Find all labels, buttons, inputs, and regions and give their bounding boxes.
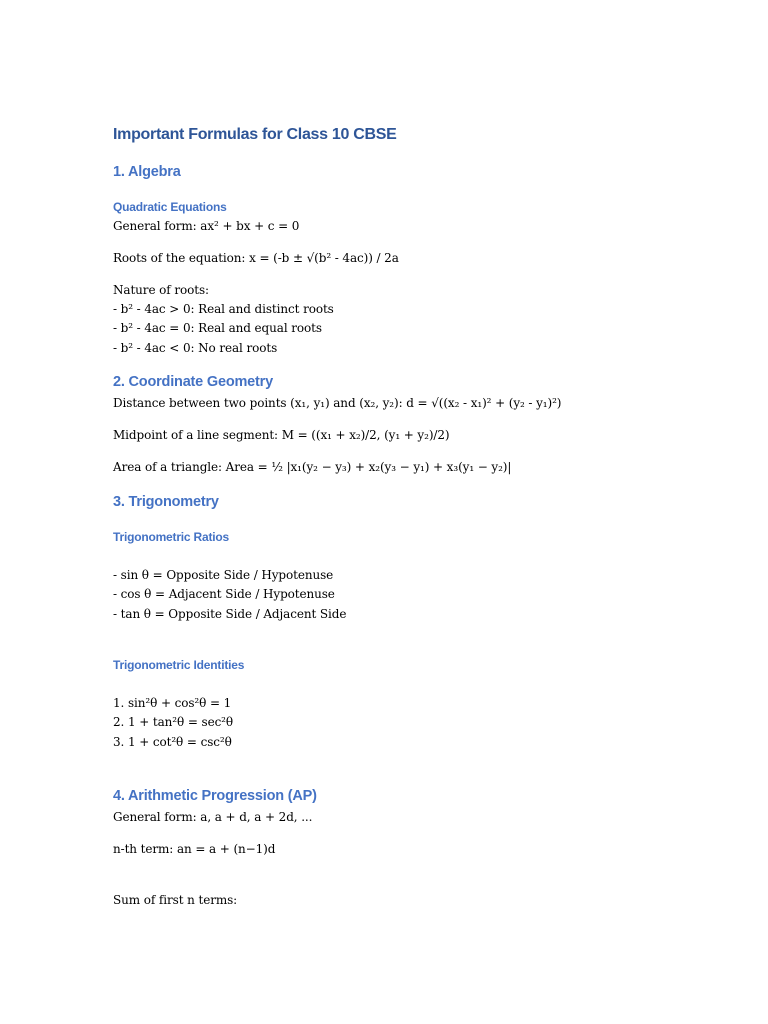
nature-of-roots-item: - b² - 4ac > 0: Real and distinct roots	[113, 302, 334, 316]
trig-identity-item: 3. 1 + cot²θ = csc²θ	[113, 735, 232, 749]
trig-ratio-item: - tan θ = Opposite Side / Adjacent Side	[113, 607, 347, 621]
quadratic-roots-formula: Roots of the equation: x = (-b ± √(b² - 4ac)) / 2a	[113, 251, 399, 265]
section-heading-algebra: 1. Algebra	[113, 164, 181, 180]
section-heading-trigonometry: 3. Trigonometry	[113, 494, 219, 510]
trig-identity-item: 1. sin²θ + cos²θ = 1	[113, 696, 232, 710]
subheading-trigonometric-ratios: Trigonometric Ratios	[113, 530, 230, 544]
nature-of-roots-heading: Nature of roots:	[113, 283, 209, 297]
ap-general-form: General form: a, a + d, a + 2d, ...	[113, 810, 313, 824]
ap-nth-term: n-th term: an = a + (n−1)d	[113, 842, 276, 856]
triangle-area-formula: Area of a triangle: Area = ½ |x₁(y₂ − y₃) + x₂(y₃ − y₁) + x₃(y₁ − y₂)|	[113, 460, 512, 474]
trig-identity-item: 2. 1 + tan²θ = sec²θ	[113, 715, 234, 729]
nature-of-roots-item: - b² - 4ac < 0: No real roots	[113, 341, 278, 355]
nature-of-roots-item: - b² - 4ac = 0: Real and equal roots	[113, 321, 322, 335]
ap-sum-of-terms: Sum of first n terms:	[113, 893, 238, 907]
trig-ratio-item: - sin θ = Opposite Side / Hypotenuse	[113, 568, 334, 582]
midpoint-formula: Midpoint of a line segment: M = ((x₁ + x₂)/2, (y₁ + y₂)/2)	[113, 428, 450, 442]
trig-ratio-item: - cos θ = Adjacent Side / Hypotenuse	[113, 587, 335, 601]
subheading-trigonometric-identities: Trigonometric Identities	[113, 658, 245, 672]
subheading-quadratic-equations: Quadratic Equations	[113, 200, 227, 214]
document-title: Important Formulas for Class 10 CBSE	[113, 126, 397, 143]
section-heading-coordinate-geometry: 2. Coordinate Geometry	[113, 374, 273, 390]
distance-formula: Distance between two points (x₁, y₁) and (x₂, y₂): d = √((x₂ - x₁)² + (y₂ - y₁)²)	[113, 396, 562, 410]
section-heading-arithmetic-progression: 4. Arithmetic Progression (AP)	[113, 788, 317, 804]
quadratic-general-form: General form: ax² + bx + c = 0	[113, 219, 300, 233]
